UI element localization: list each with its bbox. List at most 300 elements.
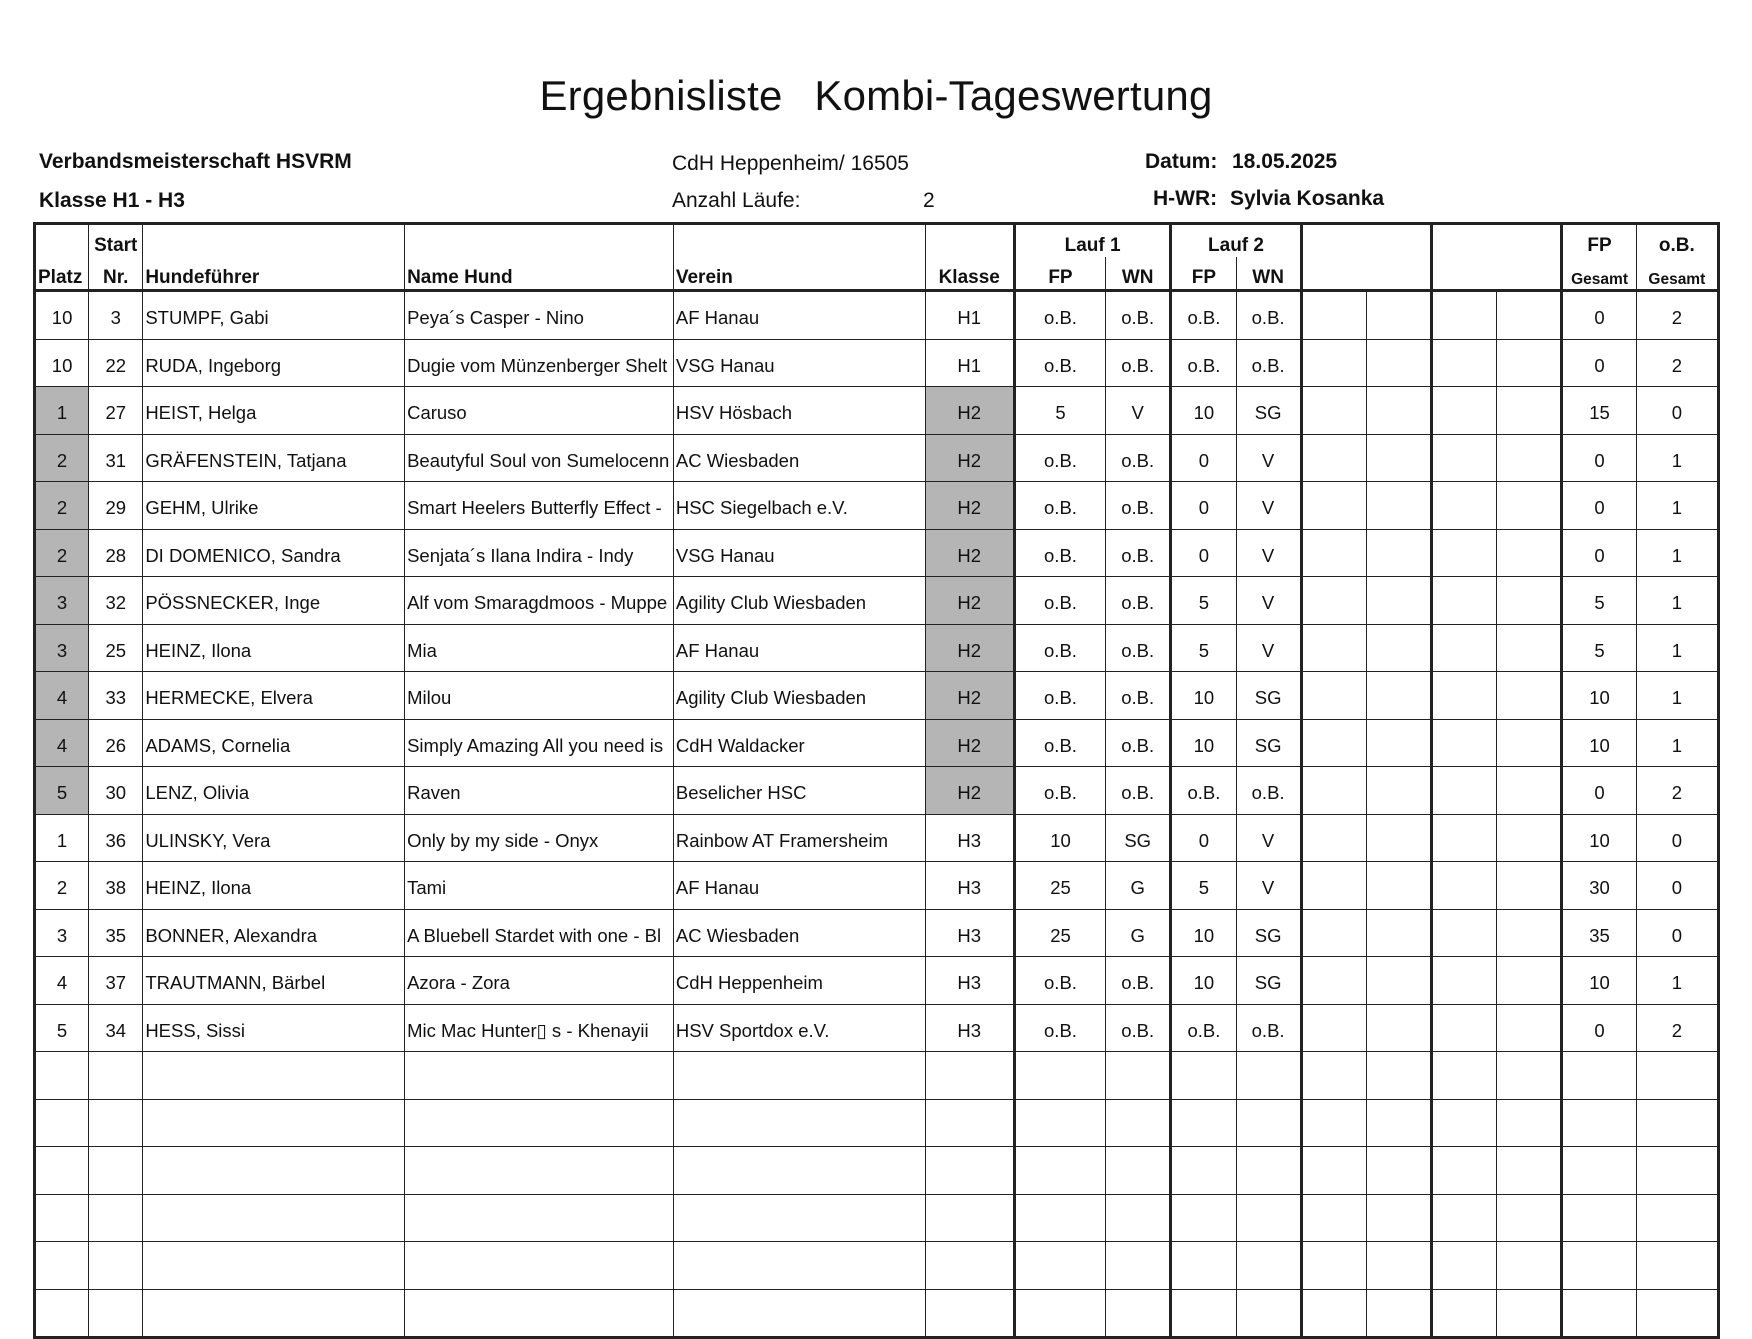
- ob-total-cell: 1: [1636, 719, 1718, 767]
- handler-cell: HEIST, Helga: [143, 387, 405, 435]
- empty-cell: [1236, 1052, 1301, 1100]
- empty-cell: [1366, 1289, 1431, 1338]
- empty-cell: [1497, 909, 1562, 957]
- empty-cell: [1497, 672, 1562, 720]
- empty-cell: [1497, 767, 1562, 815]
- event-name: Verbandsmeisterschaft HSVRM: [39, 150, 352, 173]
- start-number-cell: 3: [89, 291, 143, 340]
- empty-cell: [1497, 482, 1562, 530]
- start-number-cell: 25: [89, 624, 143, 672]
- col-ob-total-top: o.B.: [1636, 224, 1718, 258]
- empty-cell: [673, 1147, 925, 1195]
- fp-total-cell: 0: [1562, 767, 1636, 815]
- run2-wn-cell: V: [1236, 814, 1301, 862]
- empty-cell: [143, 1242, 405, 1290]
- empty-cell: [1366, 862, 1431, 910]
- club-cell: HSC Siegelbach e.V.: [673, 482, 925, 530]
- run2-fp-cell: 10: [1171, 672, 1236, 720]
- empty-cell: [1301, 434, 1366, 482]
- empty-cell: [1497, 291, 1562, 340]
- empty-cell: [1432, 387, 1497, 435]
- club-cell: AF Hanau: [673, 291, 925, 340]
- empty-cell: [1432, 529, 1497, 577]
- start-number-cell: 26: [89, 719, 143, 767]
- empty-cell: [35, 1194, 89, 1242]
- run2-wn-cell: SG: [1236, 957, 1301, 1005]
- ob-total-cell: 1: [1636, 672, 1718, 720]
- table-row: [35, 577, 1719, 625]
- empty-cell: [1014, 1147, 1105, 1195]
- placement-cell: 4: [35, 957, 89, 1005]
- club-cell: CdH Waldacker: [673, 719, 925, 767]
- run1-fp-cell: o.B.: [1014, 957, 1105, 1005]
- run1-wn-cell: o.B.: [1106, 482, 1171, 530]
- header-row-2: [35, 257, 1719, 291]
- run1-fp-cell: o.B.: [1014, 434, 1105, 482]
- empty-cell: [1366, 1194, 1431, 1242]
- empty-cell: [1366, 434, 1431, 482]
- placement-cell: 4: [35, 672, 89, 720]
- handler-cell: PÖSSNECKER, Inge: [143, 577, 405, 625]
- empty-cell: [89, 1242, 143, 1290]
- empty-cell: [1301, 1099, 1366, 1147]
- date-value: 18.05.2025: [1232, 150, 1338, 173]
- run2-wn-cell: SG: [1236, 387, 1301, 435]
- fp-total-cell: 15: [1562, 387, 1636, 435]
- placement-cell: 3: [35, 577, 89, 625]
- empty-cell: [35, 1147, 89, 1195]
- empty-cell: [1497, 1147, 1562, 1195]
- empty-cell: [925, 1194, 1014, 1242]
- results-body: [35, 291, 1719, 1338]
- start-number-cell: 29: [89, 482, 143, 530]
- class-cell: H2: [925, 719, 1014, 767]
- start-number-cell: 38: [89, 862, 143, 910]
- handler-cell: GEHM, Ulrike: [143, 482, 405, 530]
- empty-cell: [1106, 1242, 1171, 1290]
- run2-fp-cell: 0: [1171, 434, 1236, 482]
- dog-name-cell: Caruso: [405, 387, 674, 435]
- handler-cell: HESS, Sissi: [143, 1004, 405, 1052]
- empty-cell: [1236, 1289, 1301, 1338]
- run1-wn-cell: o.B.: [1106, 1004, 1171, 1052]
- dog-name-cell: Alf vom Smaragdmoos - Muppe: [405, 577, 674, 625]
- run2-fp-cell: o.B.: [1171, 767, 1236, 815]
- empty-cell: [1366, 387, 1431, 435]
- document-title: [0, 72, 1752, 120]
- empty-cell: [1106, 1289, 1171, 1338]
- col-fp-1: FP: [1014, 257, 1105, 291]
- empty-cell: [1366, 719, 1431, 767]
- empty-cell: [1301, 624, 1366, 672]
- empty-cell: [1366, 529, 1431, 577]
- fp-total-cell: 0: [1562, 482, 1636, 530]
- col-fp-total-bottom: Gesamt: [1562, 257, 1636, 291]
- run1-wn-cell: SG: [1106, 814, 1171, 862]
- empty-cell: [1366, 957, 1431, 1005]
- empty-cell: [1636, 1052, 1718, 1100]
- handler-cell: GRÄFENSTEIN, Tatjana: [143, 434, 405, 482]
- class-cell: H2: [925, 529, 1014, 577]
- empty-cell: [1301, 577, 1366, 625]
- empty-cell: [1366, 767, 1431, 815]
- runs-value: 2: [923, 189, 935, 212]
- handler-cell: TRAUTMANN, Bärbel: [143, 957, 405, 1005]
- dog-name-cell: Dugie vom Münzenberger Shelt: [405, 339, 674, 387]
- empty-cell: [1432, 1147, 1497, 1195]
- placement-cell: 5: [35, 1004, 89, 1052]
- ob-total-cell: 1: [1636, 624, 1718, 672]
- table-row: [35, 1004, 1719, 1052]
- handler-cell: DI DOMENICO, Sandra: [143, 529, 405, 577]
- run2-fp-cell: o.B.: [1171, 339, 1236, 387]
- col-klasse: Klasse: [925, 257, 1014, 291]
- col-name-hund: Name Hund: [405, 257, 674, 291]
- handler-cell: ULINSKY, Vera: [143, 814, 405, 862]
- empty-cell: [1562, 1052, 1636, 1100]
- run1-wn-cell: o.B.: [1106, 719, 1171, 767]
- empty-cell: [1432, 1004, 1497, 1052]
- empty-table-row: [35, 1147, 1719, 1195]
- empty-cell: [1236, 1194, 1301, 1242]
- empty-cell: [1432, 434, 1497, 482]
- empty-cell: [1497, 1242, 1562, 1290]
- class-cell: H2: [925, 434, 1014, 482]
- club-cell: AC Wiesbaden: [673, 434, 925, 482]
- fp-total-cell: 0: [1562, 434, 1636, 482]
- start-number-cell: 22: [89, 339, 143, 387]
- empty-cell: [1562, 1242, 1636, 1290]
- fp-total-cell: 10: [1562, 957, 1636, 1005]
- class-cell: H1: [925, 339, 1014, 387]
- club-cell: Agility Club Wiesbaden: [673, 577, 925, 625]
- run2-wn-cell: V: [1236, 862, 1301, 910]
- empty-cell: [1497, 719, 1562, 767]
- start-number-cell: 37: [89, 957, 143, 1005]
- placement-cell: 1: [35, 814, 89, 862]
- empty-cell: [89, 1147, 143, 1195]
- col-fp-total-top: FP: [1562, 224, 1636, 258]
- empty-cell: [1432, 672, 1497, 720]
- ob-total-cell: 2: [1636, 767, 1718, 815]
- run1-fp-cell: o.B.: [1014, 624, 1105, 672]
- table-row: [35, 624, 1719, 672]
- dog-name-cell: Senjata´s Ilana Indira - Indy: [405, 529, 674, 577]
- judge-value: Sylvia Kosanka: [1230, 187, 1385, 210]
- empty-cell: [1171, 1289, 1236, 1338]
- empty-cell: [1301, 291, 1366, 340]
- run2-fp-cell: o.B.: [1171, 291, 1236, 340]
- run2-fp-cell: 0: [1171, 814, 1236, 862]
- empty-cell: [89, 1194, 143, 1242]
- header-row-1: [35, 224, 1719, 258]
- col-lauf1: Lauf 1: [1014, 224, 1170, 258]
- empty-cell: [1236, 1147, 1301, 1195]
- dog-name-cell: Raven: [405, 767, 674, 815]
- fp-total-cell: 5: [1562, 624, 1636, 672]
- title-part-1: Ergebnisliste: [539, 72, 783, 119]
- placement-cell: 1: [35, 387, 89, 435]
- empty-cell: [1301, 957, 1366, 1005]
- dog-name-cell: Beautyful Soul von Sumelocenn: [405, 434, 674, 482]
- dog-name-cell: Simply Amazing All you need is: [405, 719, 674, 767]
- start-number-cell: 32: [89, 577, 143, 625]
- empty-cell: [1497, 862, 1562, 910]
- class-cell: H3: [925, 814, 1014, 862]
- empty-cell: [1497, 1194, 1562, 1242]
- empty-cell: [1432, 767, 1497, 815]
- class-cell: H2: [925, 482, 1014, 530]
- handler-cell: RUDA, Ingeborg: [143, 339, 405, 387]
- run2-wn-cell: V: [1236, 624, 1301, 672]
- club-cell: HSV Hösbach: [673, 387, 925, 435]
- col-hundefuehrer: Hundeführer: [143, 257, 405, 291]
- empty-table-row: [35, 1052, 1719, 1100]
- empty-cell: [1432, 909, 1497, 957]
- empty-cell: [1366, 1052, 1431, 1100]
- fp-total-cell: 5: [1562, 577, 1636, 625]
- empty-cell: [1432, 1242, 1497, 1290]
- empty-cell: [1301, 1289, 1366, 1338]
- run2-wn-cell: o.B.: [1236, 291, 1301, 340]
- col-fp-2: FP: [1171, 257, 1236, 291]
- empty-cell: [1301, 1194, 1366, 1242]
- run2-fp-cell: 0: [1171, 529, 1236, 577]
- date-label: Datum:: [1145, 150, 1218, 173]
- col-wn-1: WN: [1106, 257, 1171, 291]
- table-row: [35, 291, 1719, 340]
- empty-cell: [925, 1052, 1014, 1100]
- empty-cell: [1366, 577, 1431, 625]
- club-cell: Beselicher HSC: [673, 767, 925, 815]
- run2-fp-cell: 5: [1171, 577, 1236, 625]
- empty-cell: [1432, 624, 1497, 672]
- class-cell: H2: [925, 624, 1014, 672]
- club-cell: AF Hanau: [673, 862, 925, 910]
- ob-total-cell: 2: [1636, 291, 1718, 340]
- empty-cell: [1301, 1147, 1366, 1195]
- table-row: [35, 339, 1719, 387]
- run2-wn-cell: o.B.: [1236, 767, 1301, 815]
- fp-total-cell: 0: [1562, 291, 1636, 340]
- empty-cell: [143, 1147, 405, 1195]
- handler-cell: ADAMS, Cornelia: [143, 719, 405, 767]
- class-cell: H2: [925, 387, 1014, 435]
- ob-total-cell: 1: [1636, 482, 1718, 530]
- empty-cell: [1562, 1099, 1636, 1147]
- empty-cell: [1636, 1289, 1718, 1338]
- results-table: [33, 222, 1720, 1339]
- empty-cell: [925, 1147, 1014, 1195]
- dog-name-cell: Milou: [405, 672, 674, 720]
- empty-cell: [1562, 1147, 1636, 1195]
- empty-cell: [1366, 339, 1431, 387]
- col-lauf2: Lauf 2: [1171, 224, 1301, 258]
- empty-cell: [1497, 1289, 1562, 1338]
- fp-total-cell: 10: [1562, 672, 1636, 720]
- empty-cell: [1562, 1289, 1636, 1338]
- run2-fp-cell: o.B.: [1171, 1004, 1236, 1052]
- empty-cell: [1432, 957, 1497, 1005]
- run1-fp-cell: 10: [1014, 814, 1105, 862]
- dog-name-cell: Smart Heelers Butterfly Effect -: [405, 482, 674, 530]
- table-row: [35, 862, 1719, 910]
- empty-cell: [1636, 1099, 1718, 1147]
- runs-label: Anzahl Läufe:: [672, 189, 801, 212]
- empty-cell: [35, 1289, 89, 1338]
- empty-cell: [1301, 387, 1366, 435]
- fp-total-cell: 0: [1562, 339, 1636, 387]
- empty-cell: [1014, 1289, 1105, 1338]
- empty-cell: [1432, 339, 1497, 387]
- empty-cell: [1432, 1289, 1497, 1338]
- run1-wn-cell: o.B.: [1106, 767, 1171, 815]
- start-number-cell: 35: [89, 909, 143, 957]
- empty-cell: [673, 1289, 925, 1338]
- empty-cell: [1497, 1099, 1562, 1147]
- run2-wn-cell: SG: [1236, 719, 1301, 767]
- handler-cell: LENZ, Olivia: [143, 767, 405, 815]
- run2-wn-cell: SG: [1236, 909, 1301, 957]
- empty-cell: [1497, 387, 1562, 435]
- run2-wn-cell: o.B.: [1236, 1004, 1301, 1052]
- handler-cell: HEINZ, Ilona: [143, 624, 405, 672]
- table-row: [35, 434, 1719, 482]
- run1-fp-cell: o.B.: [1014, 767, 1105, 815]
- empty-cell: [1366, 1099, 1431, 1147]
- empty-cell: [1432, 1099, 1497, 1147]
- empty-cell: [89, 1099, 143, 1147]
- run2-wn-cell: o.B.: [1236, 339, 1301, 387]
- empty-cell: [1636, 1147, 1718, 1195]
- empty-cell: [1171, 1242, 1236, 1290]
- ob-total-cell: 0: [1636, 909, 1718, 957]
- run1-fp-cell: o.B.: [1014, 339, 1105, 387]
- class-cell: H3: [925, 1004, 1014, 1052]
- empty-cell: [1432, 482, 1497, 530]
- empty-cell: [1636, 1194, 1718, 1242]
- table-row: [35, 909, 1719, 957]
- placement-cell: 3: [35, 624, 89, 672]
- empty-cell: [405, 1052, 674, 1100]
- ob-total-cell: 0: [1636, 387, 1718, 435]
- empty-cell: [1366, 624, 1431, 672]
- run2-wn-cell: V: [1236, 482, 1301, 530]
- empty-cell: [1171, 1194, 1236, 1242]
- club-cell: VSG Hanau: [673, 339, 925, 387]
- table-row: [35, 387, 1719, 435]
- run1-fp-cell: 5: [1014, 387, 1105, 435]
- dog-name-cell: Tami: [405, 862, 674, 910]
- empty-cell: [1497, 1052, 1562, 1100]
- run1-wn-cell: o.B.: [1106, 577, 1171, 625]
- class-cell: H2: [925, 767, 1014, 815]
- empty-cell: [1301, 814, 1366, 862]
- run1-fp-cell: o.B.: [1014, 482, 1105, 530]
- fp-total-cell: 0: [1562, 529, 1636, 577]
- empty-cell: [1562, 1194, 1636, 1242]
- placement-cell: 2: [35, 482, 89, 530]
- placement-cell: 10: [35, 291, 89, 340]
- dog-name-cell: Only by my side - Onyx: [405, 814, 674, 862]
- start-number-cell: 31: [89, 434, 143, 482]
- table-row: [35, 672, 1719, 720]
- empty-cell: [143, 1052, 405, 1100]
- empty-cell: [1106, 1194, 1171, 1242]
- empty-cell: [1432, 814, 1497, 862]
- empty-cell: [1497, 577, 1562, 625]
- ob-total-cell: 2: [1636, 339, 1718, 387]
- empty-cell: [1497, 339, 1562, 387]
- placement-cell: 5: [35, 767, 89, 815]
- run1-wn-cell: o.B.: [1106, 291, 1171, 340]
- placement-cell: 2: [35, 862, 89, 910]
- run1-fp-cell: o.B.: [1014, 577, 1105, 625]
- empty-table-row: [35, 1242, 1719, 1290]
- col-verein: Verein: [673, 257, 925, 291]
- empty-cell: [1636, 1242, 1718, 1290]
- run1-wn-cell: o.B.: [1106, 957, 1171, 1005]
- ob-total-cell: 0: [1636, 814, 1718, 862]
- empty-cell: [405, 1242, 674, 1290]
- empty-cell: [673, 1099, 925, 1147]
- club-cell: AC Wiesbaden: [673, 909, 925, 957]
- class-cell: H3: [925, 909, 1014, 957]
- placement-cell: 2: [35, 529, 89, 577]
- class-range: Klasse H1 - H3: [39, 189, 185, 212]
- table-row: [35, 482, 1719, 530]
- empty-table-row: [35, 1099, 1719, 1147]
- empty-cell: [1497, 957, 1562, 1005]
- run2-wn-cell: V: [1236, 434, 1301, 482]
- empty-cell: [1301, 862, 1366, 910]
- club-cell: CdH Heppenheim: [673, 957, 925, 1005]
- empty-cell: [1366, 482, 1431, 530]
- empty-cell: [1301, 1004, 1366, 1052]
- col-ob-total-bottom: Gesamt: [1636, 257, 1718, 291]
- empty-cell: [1301, 482, 1366, 530]
- run1-wn-cell: o.B.: [1106, 339, 1171, 387]
- empty-cell: [1301, 1242, 1366, 1290]
- run1-fp-cell: o.B.: [1014, 719, 1105, 767]
- club-info: CdH Heppenheim/ 16505: [672, 152, 909, 175]
- table-row: [35, 767, 1719, 815]
- run2-fp-cell: 10: [1171, 909, 1236, 957]
- empty-cell: [1014, 1052, 1105, 1100]
- handler-cell: BONNER, Alexandra: [143, 909, 405, 957]
- empty-cell: [1432, 577, 1497, 625]
- class-cell: H3: [925, 957, 1014, 1005]
- empty-cell: [1171, 1052, 1236, 1100]
- empty-cell: [89, 1289, 143, 1338]
- dog-name-cell: Mic Mac Hunter▯ s - Khenayii: [405, 1004, 674, 1052]
- start-number-cell: 27: [89, 387, 143, 435]
- empty-cell: [1301, 339, 1366, 387]
- dog-name-cell: Peya´s Casper - Nino: [405, 291, 674, 340]
- empty-cell: [925, 1242, 1014, 1290]
- ob-total-cell: 1: [1636, 957, 1718, 1005]
- empty-cell: [1171, 1147, 1236, 1195]
- class-cell: H2: [925, 577, 1014, 625]
- empty-cell: [405, 1289, 674, 1338]
- empty-cell: [1366, 291, 1431, 340]
- col-start: Start: [89, 224, 143, 258]
- empty-cell: [673, 1242, 925, 1290]
- table-row: [35, 719, 1719, 767]
- class-cell: H1: [925, 291, 1014, 340]
- class-cell: H2: [925, 672, 1014, 720]
- ob-total-cell: 1: [1636, 577, 1718, 625]
